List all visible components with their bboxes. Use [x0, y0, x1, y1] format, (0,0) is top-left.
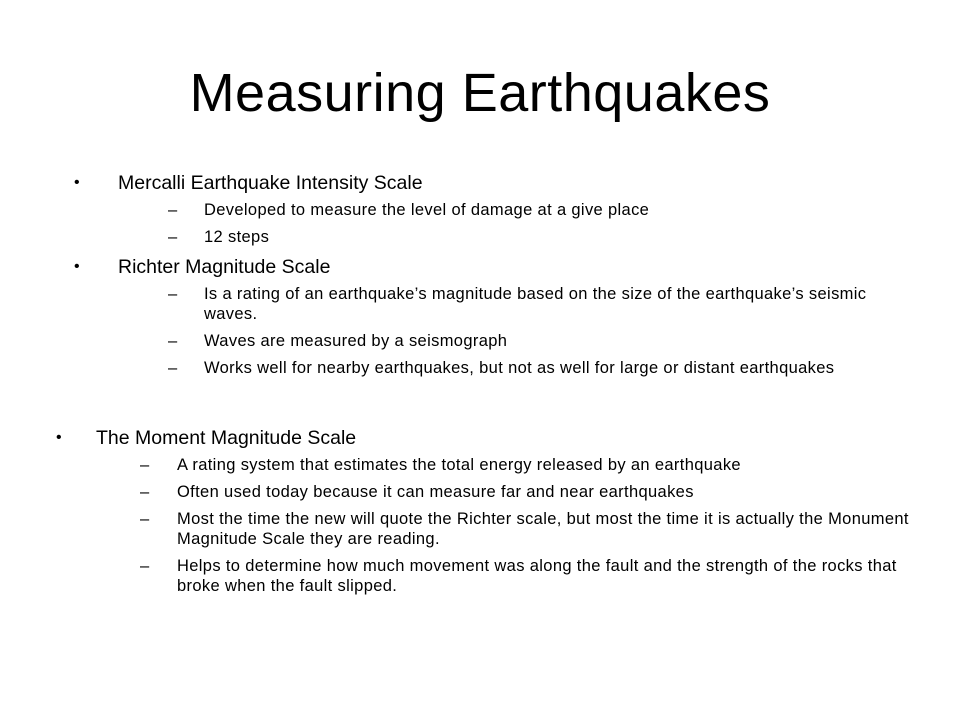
sub-bullet-item: [168, 284, 874, 324]
dash-icon: –: [140, 456, 150, 474]
sub-bullet-text: Waves are measured by a seismograph: [204, 332, 508, 350]
dash-icon: –: [168, 332, 178, 350]
dash-icon: –: [140, 510, 150, 528]
sub-bullet-item: [168, 200, 874, 220]
slide-title: Measuring Earthquakes: [189, 63, 771, 123]
sub-bullet-text: Most the time the new will quote the Richter scale, but most the time it is actually the Monument Magnitude Scale they are reading.: [177, 510, 909, 548]
bullet-heading: Richter Magnitude Scale: [118, 256, 331, 278]
sub-bullet-item: [168, 331, 874, 351]
bullet-list-upper: [74, 170, 874, 385]
sub-bullet-text: 12 steps: [204, 228, 270, 246]
sub-bullet-text: Works well for nearby earthquakes, but not as well for large or distant earthquakes: [204, 359, 835, 377]
dash-icon: –: [168, 201, 178, 219]
bullet-heading: Mercalli Earthquake Intensity Scale: [118, 172, 423, 194]
sub-bullet-item: [168, 227, 874, 247]
sub-bullet-text: Is a rating of an earthquake’s magnitude based on the size of the earthquake’s seismic waves.: [204, 285, 867, 323]
bullet-item-richter: [74, 254, 874, 378]
dash-icon: –: [168, 285, 178, 303]
sub-bullet-item: [140, 482, 916, 502]
sub-list: [118, 200, 874, 247]
sub-bullet-text: Developed to measure the level of damage at a give place: [204, 201, 650, 219]
bullet-icon: •: [74, 258, 80, 275]
sub-bullet-item: [140, 556, 916, 596]
bullet-icon: •: [56, 429, 62, 446]
bullet-item-mercalli: [74, 170, 874, 247]
dash-icon: –: [140, 557, 150, 575]
sub-bullet-text: Often used today because it can measure far and near earthquakes: [177, 483, 694, 501]
bullet-heading: The Moment Magnitude Scale: [96, 427, 357, 449]
sub-bullet-item: [140, 509, 916, 549]
sub-bullet-text: A rating system that estimates the total energy released by an earthquake: [177, 456, 741, 474]
bullet-icon: •: [74, 174, 80, 191]
dash-icon: –: [168, 228, 178, 246]
sub-bullet-text: Helps to determine how much movement was along the fault and the strength of the rocks that broke when the fault slipped.: [177, 557, 897, 595]
bullet-item-moment-magnitude: [56, 425, 916, 596]
dash-icon: –: [168, 359, 178, 377]
sub-bullet-item: [168, 358, 874, 378]
dash-icon: –: [140, 483, 150, 501]
sub-list: [118, 284, 874, 378]
sub-list: [96, 455, 916, 596]
sub-bullet-item: [140, 455, 916, 475]
bullet-list-lower: [56, 425, 916, 603]
